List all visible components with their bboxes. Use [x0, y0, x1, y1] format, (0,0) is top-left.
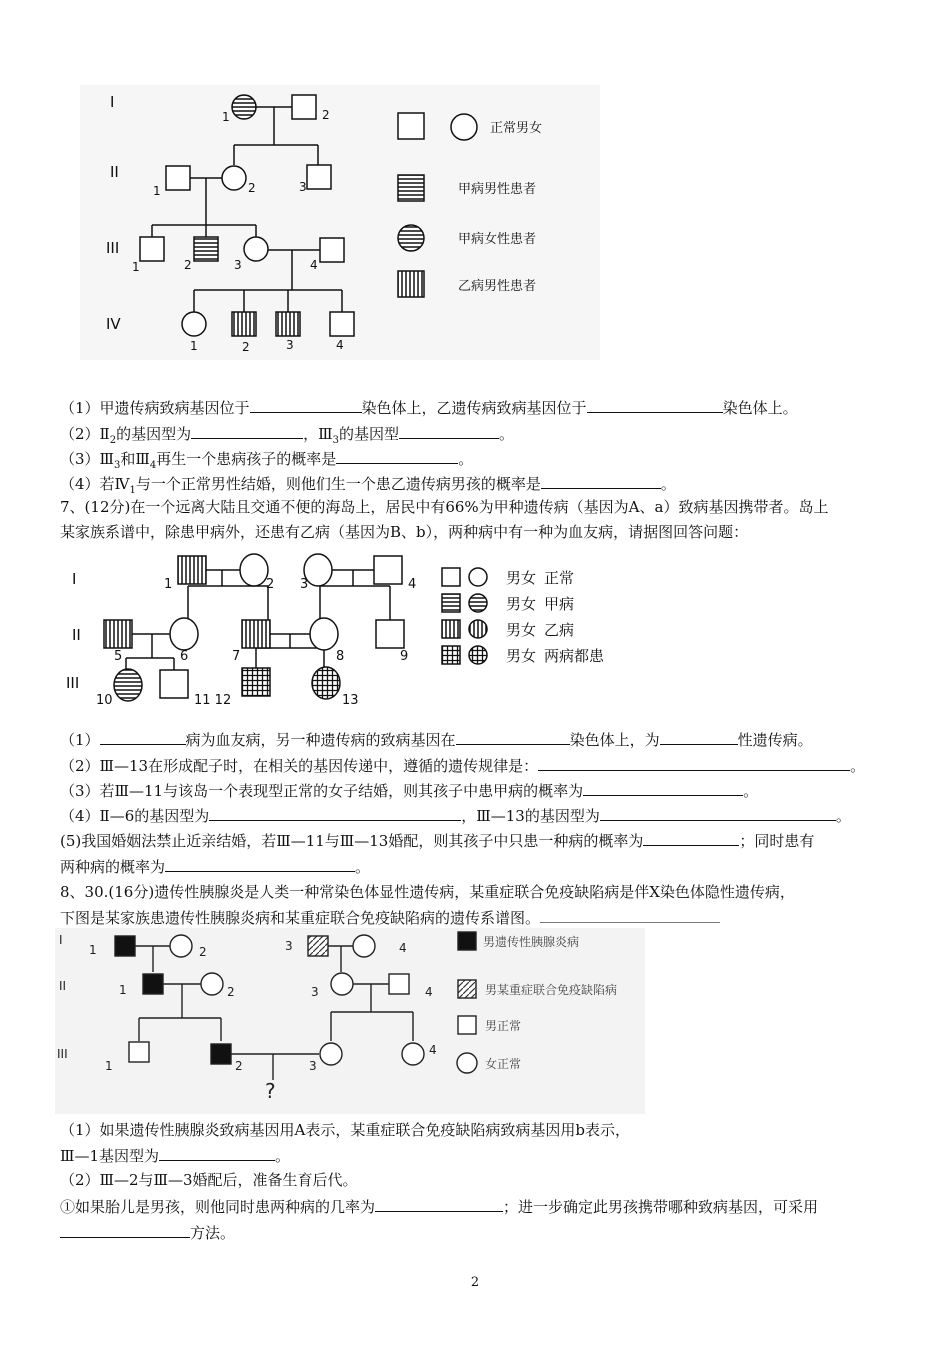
individual-number: 4 [429, 1043, 437, 1057]
q7-item-4: （4）Ⅱ—6的基因型为 ，Ⅲ—13的基因型为 。 [60, 807, 851, 825]
decorative-underline [540, 907, 720, 923]
legend-label: 乙病男性患者 [458, 279, 537, 294]
individual-number: 1 [105, 1059, 113, 1073]
gen-label: I [59, 933, 63, 947]
answer-blank[interactable] [165, 856, 355, 872]
answer-blank[interactable] [191, 423, 303, 439]
individual-number: 1 [222, 110, 230, 124]
individual-number: 4 [408, 577, 417, 592]
q8-item-2-sub1-cont: 方法。 [60, 1222, 235, 1243]
pedigree-2 [60, 548, 640, 720]
individual-number: 3 [300, 577, 309, 592]
individual-number: 2 [248, 181, 256, 195]
individual-number: 10 [96, 693, 113, 708]
individual-number: 7 [232, 649, 241, 664]
legend-label: 男女 两病都患 [506, 647, 605, 665]
legend-label: 男女 正常 [506, 569, 575, 587]
gen-label: I [72, 570, 77, 588]
answer-blank[interactable] [336, 448, 458, 464]
individual-number: 1 [132, 260, 140, 274]
q8-item-1-cont: Ⅲ—1基因型为 。 [60, 1147, 291, 1165]
individual-number: 8 [336, 649, 345, 664]
answer-blank[interactable] [583, 780, 743, 796]
individual-number: 4 [310, 258, 318, 272]
individual-number: 9 [400, 649, 409, 664]
q8-item-1: （1）如果遗传性胰腺炎致病基因用A表示，某重症联合免疫缺陷病致病基因用b表示， [60, 1121, 630, 1139]
legend-label: 男某重症联合免疫缺陷病 [485, 983, 618, 997]
legend-label: 女正常 [485, 1057, 522, 1071]
individual-number: 1 [89, 943, 97, 957]
q8-item-2-sub1: ①如果胎儿是男孩，则他同时患两种病的几率为 ；进一步确定此男孩携带哪种致病基因，可采用 [60, 1198, 819, 1216]
individual-number: 13 [342, 693, 359, 708]
individual-number: 6 [180, 649, 189, 664]
answer-blank[interactable] [100, 729, 186, 745]
page-number: 2 [470, 1275, 480, 1290]
legend-label: 正常男女 [490, 121, 543, 136]
individual-number: 4 [336, 338, 344, 352]
gen-label: III [66, 674, 80, 692]
gen-label: III [57, 1047, 68, 1061]
legend-label: 甲病男性患者 [458, 182, 537, 197]
answer-blank[interactable] [399, 423, 499, 439]
individual-number: 1 [190, 339, 198, 353]
individual-number: 3 [299, 180, 307, 194]
individual-number: 4 [425, 985, 433, 999]
q7-intro-line: 某家族系谱中，除患甲病外，还患有乙病（基因为B、b），两种病中有一种为血友病，请据图回答问题： [60, 523, 749, 541]
answer-blank[interactable] [541, 473, 661, 489]
answer-blank[interactable] [643, 830, 739, 846]
q6-item-2: $(2)Ⅱ_2$的基因型为 ，$Ⅲ_3$的基因型 。 [60, 425, 515, 446]
gen-label: II [110, 163, 119, 181]
individual-number: 3 [285, 939, 293, 953]
answer-blank[interactable] [456, 729, 570, 745]
q8-item-2: （2）Ⅲ—2与Ⅲ—3婚配后，准备生育后代。 [60, 1171, 358, 1189]
legend-label: 男女 甲病 [506, 595, 575, 613]
q8-intro-line: 下图是某家族患遗传性胰腺炎病和某重症联合免疫缺陷病的遗传系谱图。 [60, 907, 720, 928]
individual-number: 2 [322, 108, 330, 122]
answer-blank[interactable] [159, 1145, 275, 1161]
answer-blank[interactable] [600, 805, 836, 821]
individual-number: 1 [164, 577, 173, 592]
individual-number: 1 [153, 184, 161, 198]
answer-blank[interactable] [660, 729, 738, 745]
individual-number: 2 [266, 577, 275, 592]
legend-label: 男正常 [485, 1019, 522, 1033]
individual-number: 2 [227, 985, 235, 999]
gen-label: IV [106, 315, 121, 333]
answer-blank[interactable] [209, 805, 461, 821]
answer-blank[interactable] [250, 397, 362, 413]
individual-number: 3 [234, 258, 242, 272]
pedigree-3 [55, 928, 675, 1114]
individual-number: 4 [399, 941, 407, 955]
gen-label: II [59, 979, 67, 993]
individual-number: 3 [309, 1059, 317, 1073]
individual-number: 11 12 [194, 693, 232, 708]
legend-label: 甲病女性患者 [458, 232, 537, 247]
individual-number: 2 [242, 340, 250, 354]
individual-number: 3 [311, 985, 319, 999]
individual-number: 2 [184, 258, 192, 272]
q6-item-4: （4）若$Ⅳ_1$与一个正常男性结婚，则他们生一个患乙遗传病男孩的概率是 。 [60, 475, 676, 496]
q7-intro-line: 7、(12分)在一个远离大陆且交通不便的海岛上，居民中有66%为甲种遗传病（基因为A、a）致病基因携带者。岛上 [60, 498, 829, 516]
q6-item-3: $(3)Ⅲ_3$和$Ⅲ_4$再生一个患病孩子的概率是 。 [60, 450, 474, 471]
answer-blank[interactable] [375, 1196, 503, 1212]
individual-number: 2 [199, 945, 207, 959]
q7-item-5: (5)我国婚姻法禁止近亲结婚，若Ⅲ—11与Ⅲ—13婚配，则其孩子中只患一种病的概率为 ；同时患有 [60, 832, 815, 850]
q8-intro-line: 8、30.(16分)遗传性胰腺炎是人类一种常染色体显性遗传病，某重症联合免疫缺陷病是伴X染色体隐性遗传病， [60, 883, 795, 901]
answer-blank[interactable] [538, 755, 850, 771]
legend-label: 男女 乙病 [506, 621, 575, 639]
q7-item-5-cont: 两种病的概率为 。 [60, 858, 371, 876]
answer-blank[interactable] [60, 1222, 190, 1238]
q7-item-1: （1） 病为血友病，另一种遗传病的致病基因在 染色体上，为 性遗传病。 [60, 731, 813, 749]
gen-label: II [72, 626, 81, 644]
answer-blank[interactable] [587, 397, 723, 413]
q7-item-3: （3）若Ⅲ—11与该岛一个表现型正常的女子结婚，则其孩子中患甲病的概率为 。 [60, 782, 759, 800]
pedigree-1 [80, 85, 600, 360]
unborn-child-question-mark: ? [265, 1079, 276, 1103]
individual-number: 5 [114, 649, 123, 664]
q6-item-1: （1）甲遗传病致病基因位于 染色体上，乙遗传病致病基因位于 染色体上。 [60, 399, 798, 417]
individual-number: 2 [235, 1059, 243, 1073]
gen-label: III [106, 239, 120, 257]
individual-number: 3 [286, 338, 294, 352]
gen-label: I [110, 93, 115, 111]
q7-item-2: （2）Ⅲ—13在形成配子时，在相关的基因传递中，遵循的遗传规律是： 。 [60, 757, 866, 775]
legend-label: 男遗传性胰腺炎病 [483, 935, 580, 949]
individual-number: 1 [119, 983, 127, 997]
